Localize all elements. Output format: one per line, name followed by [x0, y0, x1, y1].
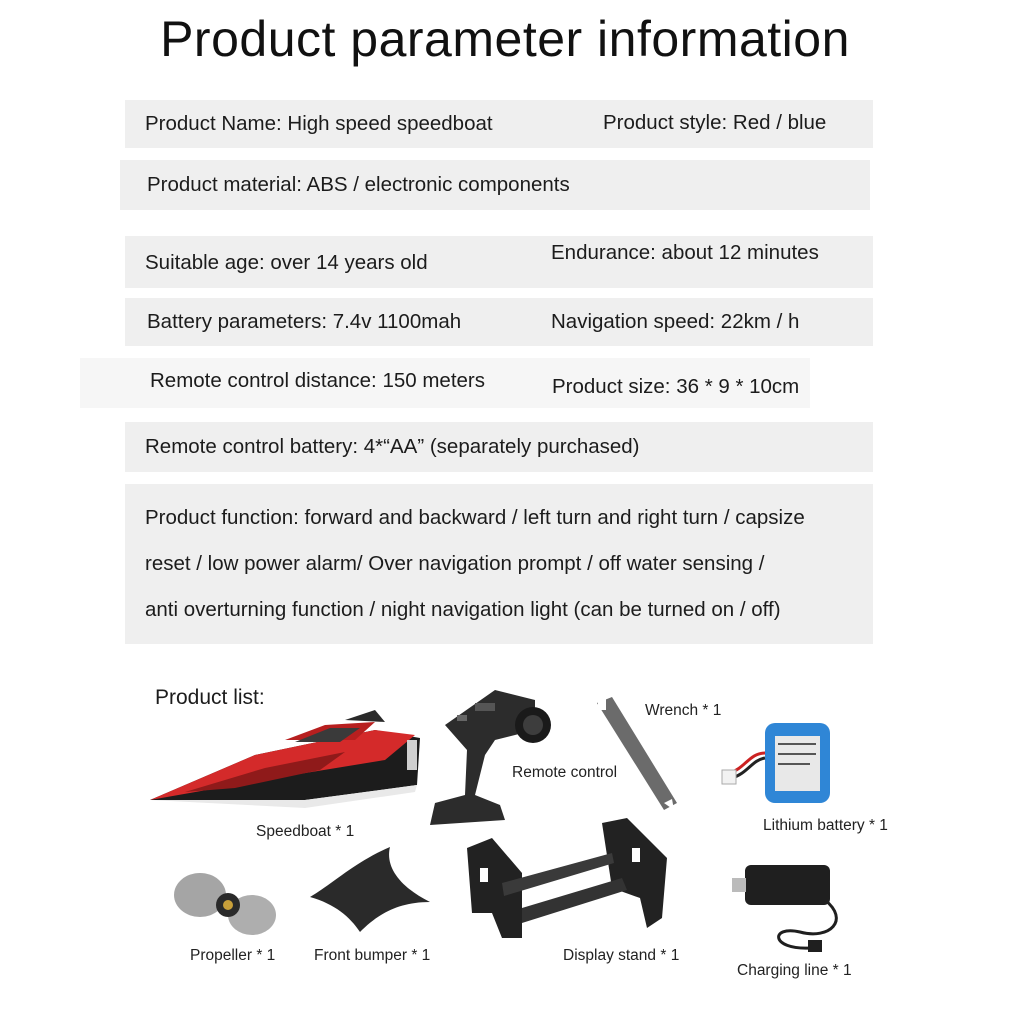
product-name: Product Name: High speed speedboat	[145, 112, 493, 135]
speedboat-image	[145, 700, 435, 815]
navigation-speed: Navigation speed: 22km / h	[551, 310, 800, 333]
product-size: Product size: 36 * 9 * 10cm	[552, 375, 800, 398]
wrench-label: Wrench * 1	[645, 702, 722, 719]
product-list-title: Product list:	[155, 686, 265, 709]
battery-parameters: Battery parameters: 7.4v 1100mah	[147, 310, 462, 333]
propeller-image	[170, 860, 280, 945]
remote-control-battery: Remote control battery: 4*“AA” (separately purchased)	[145, 435, 640, 458]
remote-control-label: Remote control	[512, 764, 618, 781]
speedboat-label: Speedboat * 1	[256, 823, 355, 840]
product-function-line-3: anti overturning function / night navigation light (can be turned on / off)	[145, 598, 781, 621]
lithium-battery-label: Lithium battery * 1	[763, 817, 888, 834]
page-title: Product parameter information	[160, 11, 850, 67]
product-function-line-1: Product function: forward and backward / left turn and right turn / capsize	[145, 506, 805, 529]
front-bumper-image	[305, 842, 435, 937]
display-stand-label: Display stand * 1	[563, 947, 680, 964]
suitable-age: Suitable age: over 14 years old	[145, 251, 428, 274]
propeller-label: Propeller * 1	[190, 947, 276, 964]
lithium-battery-image	[720, 718, 840, 808]
product-material: Product material: ABS / electronic components	[147, 173, 570, 196]
product-function-line-2: reset / low power alarm/ Over navigation prompt / off water sensing /	[145, 552, 765, 575]
front-bumper-label: Front bumper * 1	[314, 947, 431, 964]
product-style: Product style: Red / blue	[603, 111, 827, 134]
remote-control-distance: Remote control distance: 150 meters	[150, 369, 485, 392]
display-stand-image	[462, 818, 672, 943]
charging-line-label: Charging line * 1	[737, 962, 852, 979]
remote-control-image	[425, 685, 555, 830]
endurance: Endurance: about 12 minutes	[551, 241, 819, 264]
charging-line-image	[730, 860, 850, 955]
